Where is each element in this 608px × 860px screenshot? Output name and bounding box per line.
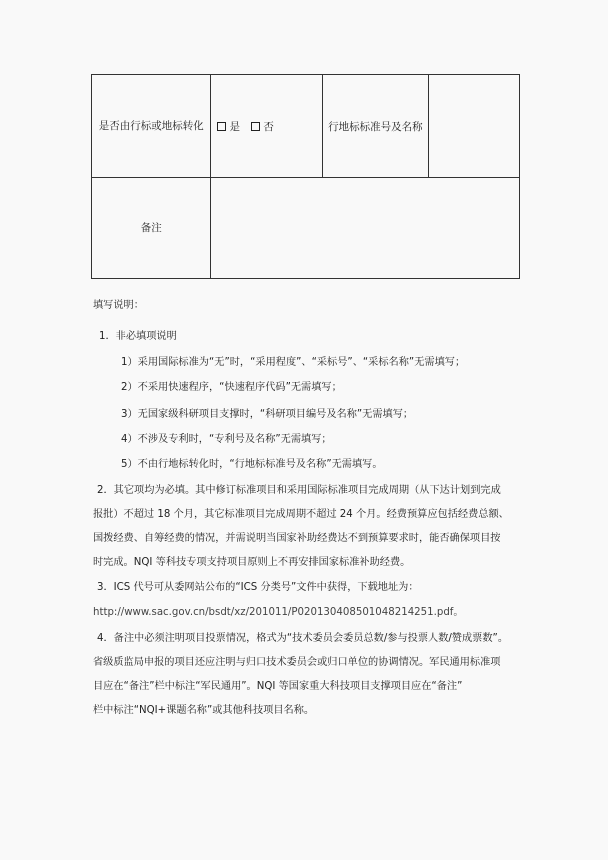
section1-item: 2）不采用快速程序，“快速程序代码”无需填写； xyxy=(121,382,342,393)
option-no-label: 否 xyxy=(263,120,274,133)
table-row xyxy=(92,178,520,279)
section4-line: 省级质监局申报的项目还应注明与归口技术委员会或归口单位的协调情况。军民通用标准项 xyxy=(93,657,501,668)
std-value-cell[interactable] xyxy=(429,75,520,178)
section1-title: 1．非必填项说明 xyxy=(99,331,177,342)
section2-line: 2．其它项均为必填。其中修订标准项目和采用国际标准项目完成周期（从下达计划到完成 xyxy=(97,485,501,496)
remarks-label: 备注 xyxy=(140,221,162,234)
form-table xyxy=(91,74,520,279)
option-yes[interactable] xyxy=(217,121,240,133)
remarks-value-cell[interactable] xyxy=(211,178,520,279)
checkbox-no[interactable] xyxy=(251,122,260,131)
section4-line: 目应在“备注”栏中标注“军民通用”。NQI 等国家重大科技项目支撑项目应在“备注” xyxy=(93,681,463,692)
std-label-cell xyxy=(322,75,429,178)
conversion-label-cell xyxy=(92,75,211,178)
section2-line: 国拨经费、自筹经费的情况，并需说明当国家补助经费达不到预算要求时，能否确保项目按 xyxy=(93,533,501,544)
option-yes-label: 是 xyxy=(229,120,240,133)
section4-line: 4．备注中必须注明项目投票情况，格式为“技术委员会委员总数/参与投票人数/赞成票数”。 xyxy=(97,633,509,644)
section4-line: 栏中标注“NQI+课题名称”或其他科技项目名称。 xyxy=(93,705,315,716)
table-row xyxy=(92,75,520,178)
section3-line: 3．ICS 代号可从委网站公布的“ICS 分类号”文件中获得，下载地址为： xyxy=(97,582,419,593)
conversion-label: 是否由行标或地标转化 xyxy=(98,119,204,132)
section1-item: 3）无国家级科研项目支撑时，“科研项目编号及名称”无需填写； xyxy=(121,409,414,420)
section1-item: 4）不涉及专利时，“专利号及名称”无需填写； xyxy=(121,434,332,445)
download-url[interactable]: http://www.sac.gov.cn/bsdt/xz/201011/P020130408501048214251.pdf。 xyxy=(93,607,464,618)
section1-item: 1）采用国际标准为“无”时，“采用程度”、“采标号”、“采标名称”无需填写； xyxy=(121,357,466,368)
instructions-heading: 填写说明： xyxy=(93,300,144,311)
section1-item: 5）不由行地标转化时，“行地标标准号及名称”无需填写。 xyxy=(121,459,383,470)
std-label: 行地标标准号及名称 xyxy=(328,120,423,133)
checkbox-yes[interactable] xyxy=(217,122,226,131)
option-no[interactable] xyxy=(251,121,274,133)
conversion-options-cell xyxy=(211,75,322,178)
section2-line: 报批）不超过 18 个月，其它标准项目完成周期不超过 24 个月。经费预算应包括经费总额、 xyxy=(93,509,509,520)
remarks-label-cell xyxy=(92,178,211,279)
section2-line: 时完成。NQI 等科技专项支持项目原则上不再安排国家标准补助经费。 xyxy=(93,557,411,568)
